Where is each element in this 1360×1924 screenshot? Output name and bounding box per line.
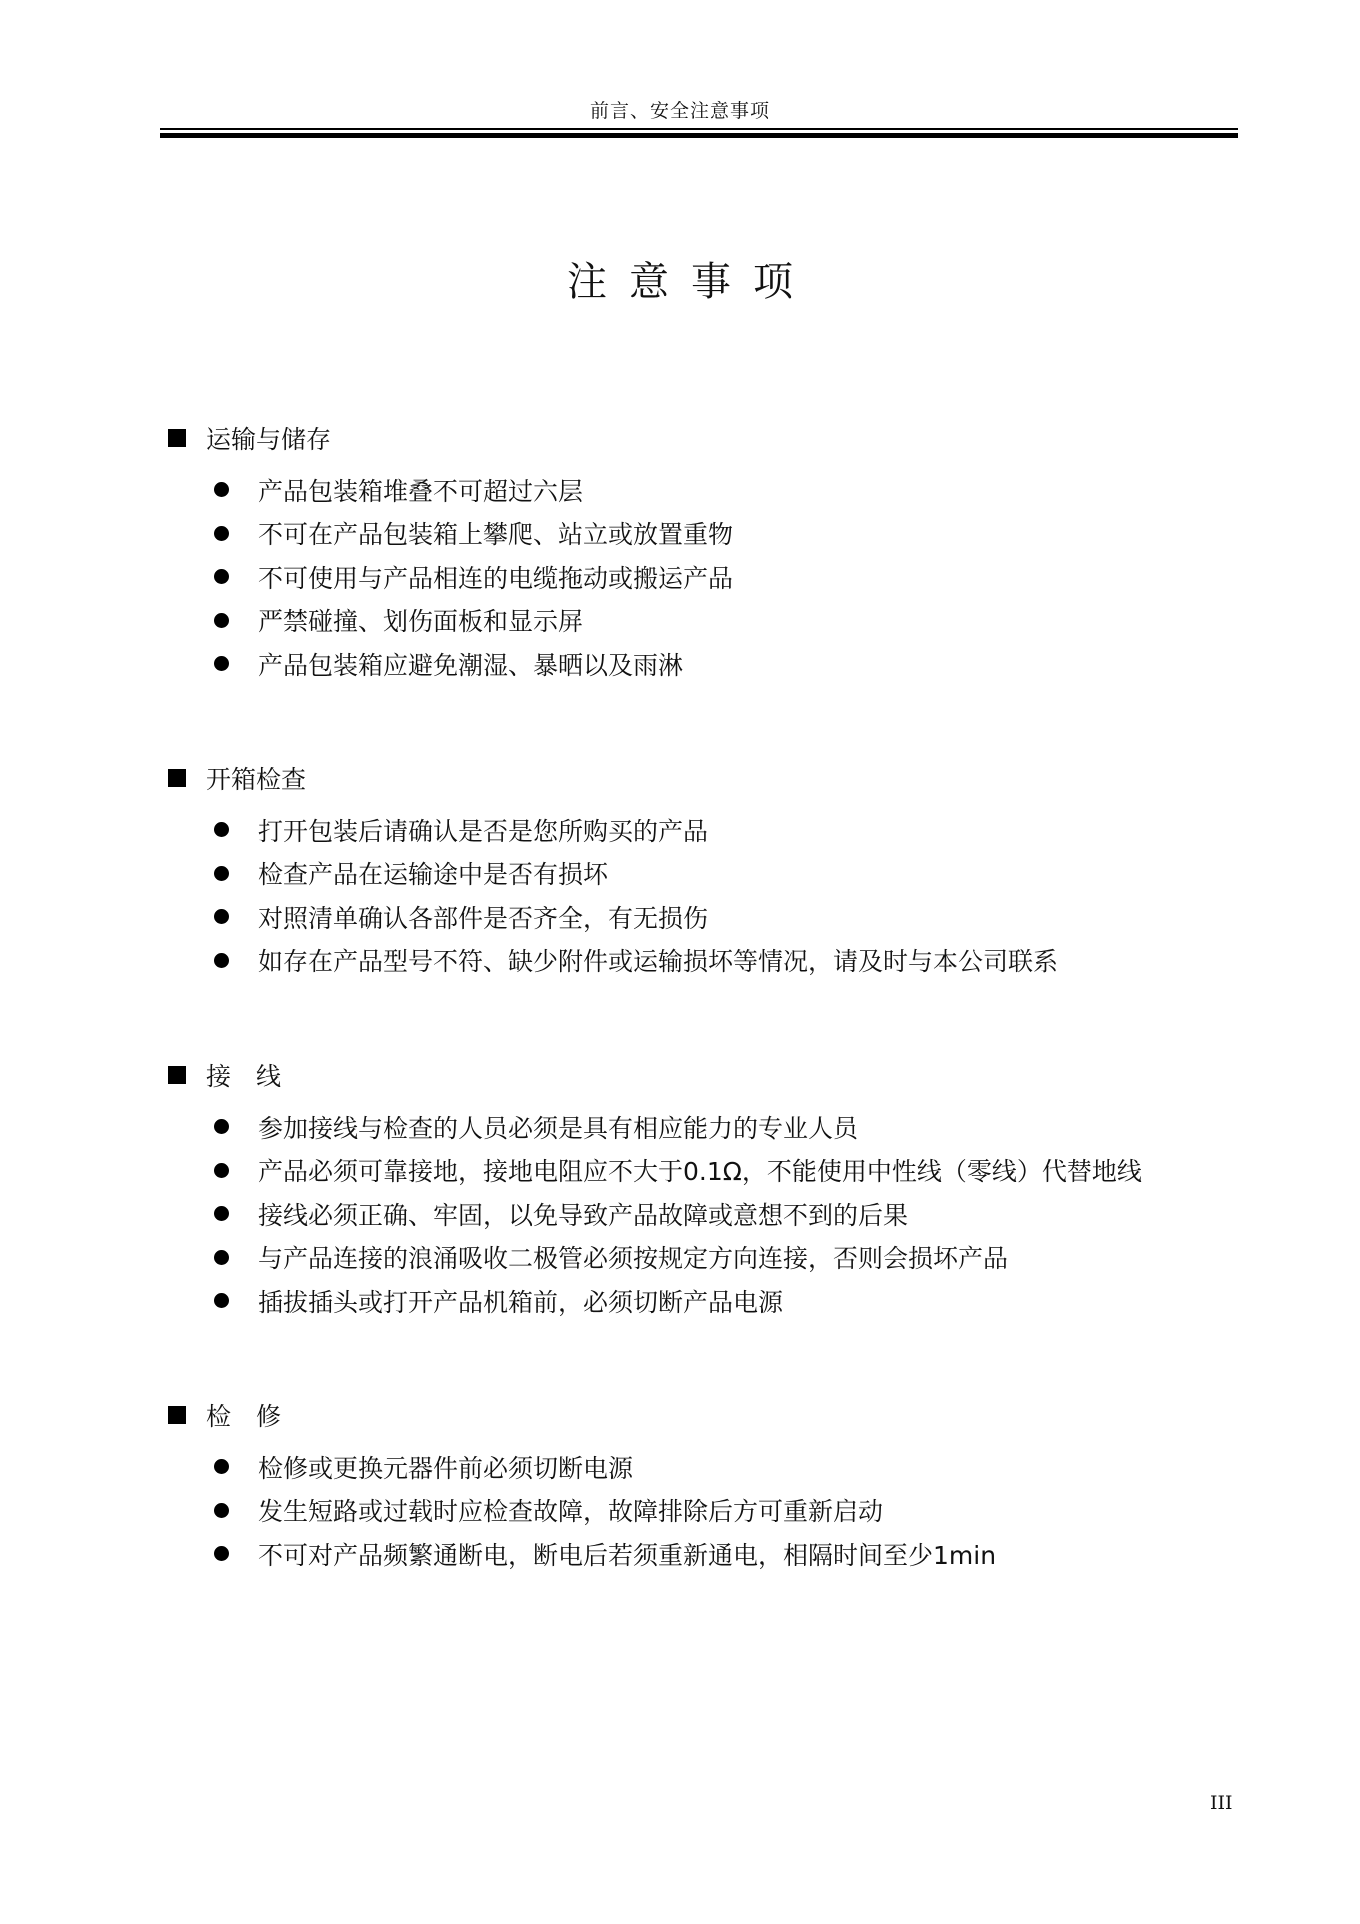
round-bullet-icon bbox=[214, 1250, 229, 1265]
list-item bbox=[214, 1192, 1142, 1236]
list-item-text: 发生短路或过载时应检查故障，故障排除后方可重新启动 bbox=[258, 1497, 884, 1527]
page-number: III bbox=[1210, 1792, 1233, 1814]
list-item-text: 插拔插头或打开产品机箱前，必须切断产品电源 bbox=[258, 1287, 784, 1317]
list-item-text: 与产品连接的浪涌吸收二极管必须按规定方向连接，否则会损坏产品 bbox=[258, 1244, 1009, 1274]
section-title: 开箱检查 bbox=[206, 765, 307, 794]
section-title: 检 修 bbox=[206, 1402, 282, 1431]
list-item-text: 产品包装箱应避免潮湿、暴晒以及雨淋 bbox=[258, 650, 684, 680]
list-item bbox=[214, 642, 733, 686]
list-item-text: 不可使用与产品相连的电缆拖动或搬运产品 bbox=[258, 563, 734, 593]
list-item-text: 如存在产品型号不符、缺少附件或运输损坏等情况，请及时与本公司联系 bbox=[258, 947, 1059, 977]
round-bullet-icon bbox=[214, 1163, 229, 1178]
list-item bbox=[214, 468, 733, 512]
round-bullet-icon bbox=[214, 1546, 229, 1561]
header-rule-thick bbox=[160, 133, 1238, 138]
list-item bbox=[214, 555, 733, 599]
list-item bbox=[214, 939, 1058, 983]
bullet-list bbox=[168, 468, 733, 686]
section-title: 运输与储存 bbox=[206, 425, 332, 454]
square-bullet-icon bbox=[168, 429, 186, 447]
list-item bbox=[214, 599, 733, 643]
list-item bbox=[214, 1105, 1142, 1149]
section-title: 接 线 bbox=[206, 1062, 282, 1091]
square-bullet-icon bbox=[168, 769, 186, 787]
round-bullet-icon bbox=[214, 569, 229, 584]
list-item bbox=[214, 1532, 996, 1576]
section-transport-storage bbox=[168, 418, 733, 686]
round-bullet-icon bbox=[214, 1293, 229, 1308]
list-item-text: 接线必须正确、牢固，以免导致产品故障或意想不到的后果 bbox=[258, 1200, 909, 1230]
section-heading bbox=[168, 418, 733, 458]
round-bullet-icon bbox=[214, 656, 229, 671]
round-bullet-icon bbox=[214, 822, 229, 837]
list-item-text: 参加接线与检查的人员必须是具有相应能力的专业人员 bbox=[258, 1113, 859, 1143]
round-bullet-icon bbox=[214, 613, 229, 628]
round-bullet-icon bbox=[214, 1119, 229, 1134]
bullet-list bbox=[168, 1445, 996, 1576]
list-item-text: 严禁碰撞、划伤面板和显示屏 bbox=[258, 607, 584, 637]
round-bullet-icon bbox=[214, 909, 229, 924]
list-item bbox=[214, 512, 733, 556]
section-heading bbox=[168, 1055, 1142, 1095]
list-item-text: 不可对产品频繁通断电，断电后若须重新通电，相隔时间至少1min bbox=[258, 1540, 997, 1570]
round-bullet-icon bbox=[214, 1206, 229, 1221]
section-heading bbox=[168, 758, 1058, 798]
square-bullet-icon bbox=[168, 1066, 186, 1084]
header-rule-thin bbox=[160, 128, 1238, 130]
round-bullet-icon bbox=[214, 866, 229, 881]
bullet-list bbox=[168, 808, 1058, 982]
list-item bbox=[214, 1445, 996, 1489]
square-bullet-icon bbox=[168, 1406, 186, 1424]
round-bullet-icon bbox=[214, 953, 229, 968]
running-header: 前言、安全注意事项 bbox=[589, 100, 770, 122]
list-item bbox=[214, 852, 1058, 896]
section-maintenance bbox=[168, 1395, 996, 1576]
bullet-list bbox=[168, 1105, 1142, 1323]
round-bullet-icon bbox=[214, 526, 229, 541]
round-bullet-icon bbox=[214, 482, 229, 497]
section-heading bbox=[168, 1395, 996, 1435]
section-wiring bbox=[168, 1055, 1142, 1323]
list-item bbox=[214, 1149, 1142, 1193]
list-item bbox=[214, 1279, 1142, 1323]
list-item-text: 对照清单确认各部件是否齐全，有无损伤 bbox=[258, 903, 709, 933]
list-item bbox=[214, 895, 1058, 939]
list-item-text: 产品包装箱堆叠不可超过六层 bbox=[258, 476, 584, 506]
list-item-text: 检查产品在运输途中是否有损坏 bbox=[258, 860, 609, 890]
list-item-text: 检修或更换元器件前必须切断电源 bbox=[258, 1453, 634, 1483]
list-item bbox=[214, 808, 1058, 852]
list-item-text: 产品必须可靠接地，接地电阻应不大于0.1Ω，不能使用中性线（零线）代替地线 bbox=[258, 1157, 1142, 1187]
round-bullet-icon bbox=[214, 1503, 229, 1518]
list-item-text: 不可在产品包装箱上攀爬、站立或放置重物 bbox=[258, 520, 734, 550]
list-item bbox=[214, 1236, 1142, 1280]
page-title: 注意事项 bbox=[567, 259, 815, 305]
list-item-text: 打开包装后请确认是否是您所购买的产品 bbox=[258, 816, 709, 846]
section-unpacking-inspection bbox=[168, 758, 1058, 982]
round-bullet-icon bbox=[214, 1459, 229, 1474]
list-item bbox=[214, 1489, 996, 1533]
